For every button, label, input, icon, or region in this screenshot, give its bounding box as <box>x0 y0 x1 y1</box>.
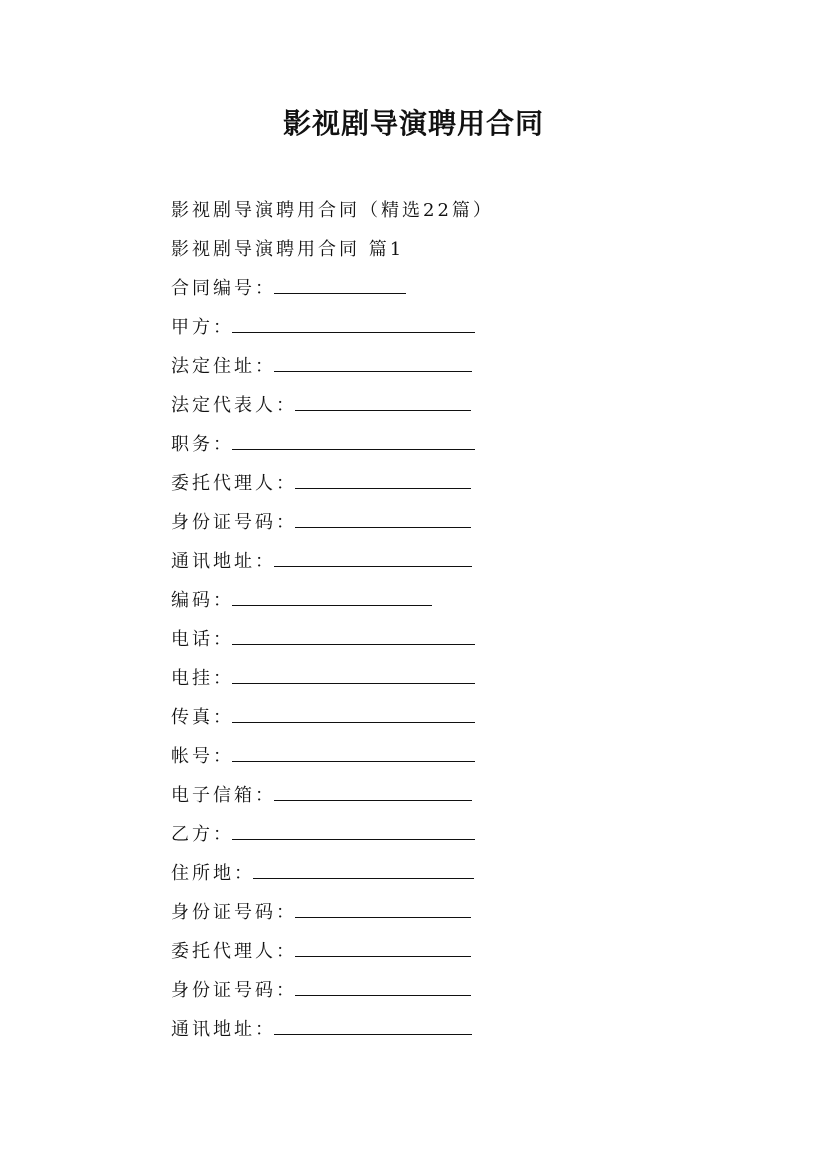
document-subtitle: 影视剧导演聘用合同（精选22篇） <box>171 200 494 221</box>
blank-line <box>295 944 471 957</box>
field-account <box>171 740 651 779</box>
blank-line <box>295 515 471 528</box>
field-label: 甲方： <box>171 317 234 338</box>
field-id-number <box>171 506 651 545</box>
blank-line <box>232 827 475 840</box>
field-authorized-agent-b <box>171 935 651 974</box>
field-label: 电话： <box>171 629 234 650</box>
field-label: 职务： <box>171 434 234 455</box>
field-label: 委托代理人： <box>171 473 297 494</box>
field-label: 电挂： <box>171 668 234 689</box>
field-label: 编码： <box>171 590 234 611</box>
field-party-b <box>171 818 651 857</box>
field-mailing-address <box>171 545 651 584</box>
blank-line <box>232 632 475 645</box>
field-residence <box>171 857 651 896</box>
section-heading: 影视剧导演聘用合同 篇1 <box>171 239 405 260</box>
document-body <box>171 194 651 1052</box>
blank-line <box>232 593 432 606</box>
field-id-number-b <box>171 896 651 935</box>
field-email <box>171 779 651 818</box>
field-label: 法定住址： <box>171 356 276 377</box>
field-label: 合同编号： <box>171 278 276 299</box>
field-label: 传真： <box>171 707 234 728</box>
blank-line <box>295 983 471 996</box>
blank-line <box>274 281 406 294</box>
field-telegraph <box>171 662 651 701</box>
field-label: 通讯地址： <box>171 551 276 572</box>
field-contract-number <box>171 272 651 311</box>
blank-line <box>232 437 475 450</box>
blank-line <box>232 671 475 684</box>
blank-line <box>274 1022 472 1035</box>
blank-line <box>274 788 472 801</box>
blank-line <box>253 866 474 879</box>
field-authorized-agent <box>171 467 651 506</box>
blank-line <box>295 905 471 918</box>
blank-line <box>232 749 475 762</box>
field-label: 帐号： <box>171 746 234 767</box>
field-label: 身份证号码： <box>171 902 297 923</box>
field-mailing-address-b <box>171 1013 651 1052</box>
blank-line <box>295 476 471 489</box>
blank-line <box>274 554 472 567</box>
field-legal-address <box>171 350 651 389</box>
blank-line <box>232 710 475 723</box>
field-fax <box>171 701 651 740</box>
field-position <box>171 428 651 467</box>
field-label: 身份证号码： <box>171 512 297 533</box>
field-legal-representative <box>171 389 651 428</box>
field-telephone <box>171 623 651 662</box>
field-label: 身份证号码： <box>171 980 297 1001</box>
field-label: 住所地： <box>171 863 255 884</box>
document-title: 影视剧导演聘用合同 <box>282 107 544 140</box>
blank-line <box>295 398 471 411</box>
field-label: 委托代理人： <box>171 941 297 962</box>
blank-line <box>274 359 472 372</box>
field-label: 通讯地址： <box>171 1019 276 1040</box>
field-label: 法定代表人： <box>171 395 297 416</box>
field-postal-code <box>171 584 651 623</box>
field-id-number-agent-b <box>171 974 651 1013</box>
field-label: 电子信箱： <box>171 785 276 806</box>
blank-line <box>232 320 475 333</box>
field-party-a <box>171 311 651 350</box>
field-label: 乙方： <box>171 824 234 845</box>
